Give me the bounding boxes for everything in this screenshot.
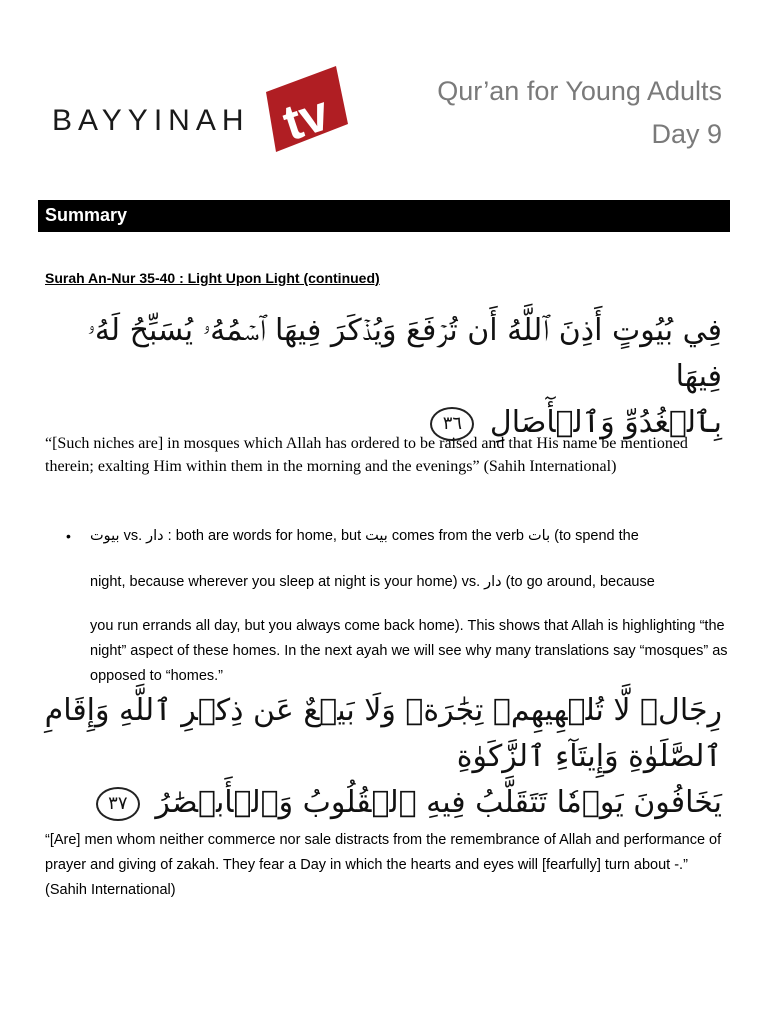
ayah-37-arabic [42,688,722,826]
bullet-point [90,524,730,689]
word-baata: بات [528,528,551,544]
word-dar: دار [146,528,164,544]
summary-bar: Summary [38,200,730,232]
bullet-dot: • [66,528,71,544]
ayah-36-arabic [42,308,722,446]
bullet-line1-text-4: (to spend the [550,528,639,544]
ayah-36-number: ٣٦ [430,407,474,441]
bullet-line1-text-3: comes from the verb [387,528,529,544]
word-bayt: بيت [365,528,388,544]
bullet-line-1 [90,524,730,549]
page-title: Qur’an for Young Adults [437,76,722,106]
bayyinah-tv-logo [52,62,352,162]
word-buyut: بيوت [90,528,120,544]
document-header [437,70,722,156]
logo-wordmark: BAYYINAH [52,104,250,137]
ayah-36-line2-text: بِٱلۡغُدُوِّ وَٱلۡأٓصَالِ [489,405,722,440]
bullet-line2-text-2: (to go around, because [501,574,655,590]
bullet-line-2 [90,570,730,595]
ayah-36-line1: فِي بُيُوتٍ أَذِنَ ٱللَّهُ أَن تُرۡفَعَ وَيُذۡكَرَ فِيهَا ٱسۡمُهُۥ يُسَبِّحُ لَهُۥ فِيهَا [87,313,722,394]
bullet-line2-text-1: night, because wherever you sleep at night is your home) vs. [90,574,485,590]
day-label: Day 9 [651,119,722,149]
ayah-37-number: ٣٧ [96,787,140,821]
word-dar-2: دار [484,574,502,590]
svg-text:tv: tv [276,84,336,152]
ayah-37-line1: رِجَالٞ لَّا تُلۡهِيهِمۡ تِجَٰرَةٞ وَلَا بَيۡعٌ عَن ذِكۡرِ ٱللَّهِ وَإِقَامِ ٱلصَّلَوٰةِ وَإِيتَآءِ ٱلزَّكَوٰةِ [44,693,722,774]
tv-logo-icon [258,62,350,154]
ayah-37-line2 [42,780,722,826]
section-heading: Surah An-Nur 35-40 : Light Upon Light (continued) [45,270,380,286]
bullet-line-3: you run errands all day, but you always come back home). This shows that Allah is highlighting “the night” aspect of these homes. In the next ayah we will see why many translations say “mosques” as opposed to “homes.” [90,618,728,684]
ayah-36-translation: “[Such niches are] in mosques which Allah has ordered to be raised and that His name be mentioned therein; exalting Him within them in the morning and the evenings” (Sahih International) [45,435,688,475]
ayah-37-translation: “[Are] men whom neither commerce nor sale distracts from the remembrance of Allah and performance of prayer and giving of zakah. They fear a Day in which the hearts and eyes will [fearfully] turn about -.” (Sahih International) [45,832,722,898]
bullet-line1-text-2: : both are words for home, but [163,528,366,544]
ayah-37-line2-text: يَخَافُونَ يَوۡمٗا تَتَقَلَّبُ فِيهِ ٱلۡقُلُوبُ وَٱلۡأَبۡصَٰرُ [155,785,722,820]
bullet-line1-text-1: vs. [119,528,147,544]
